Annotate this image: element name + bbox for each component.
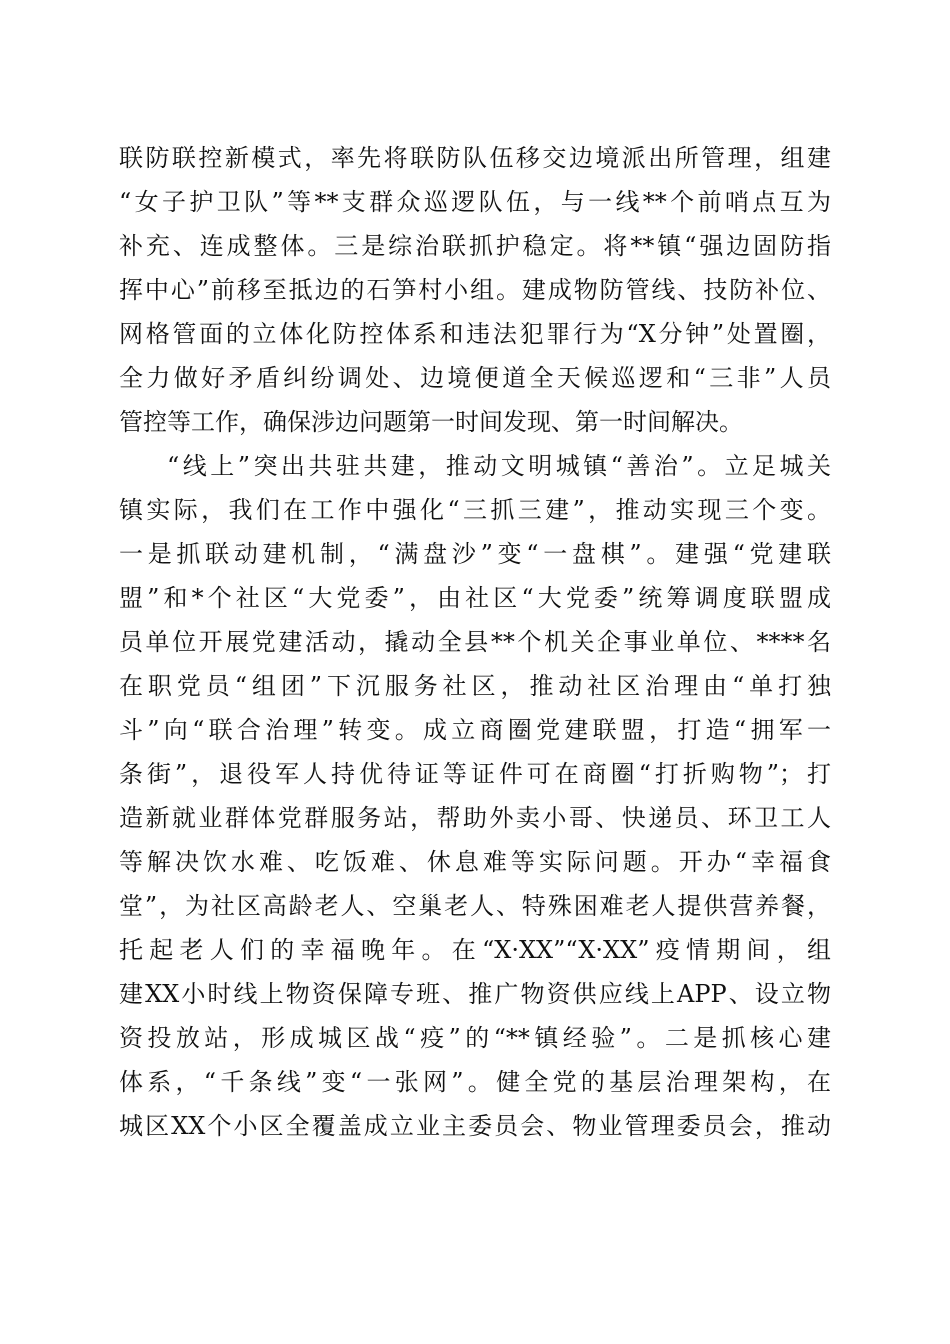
text-line-19: 托起老人们的幸福晚年。在“X·XX”“X·XX”疫情期间，组 [119, 936, 831, 964]
text-line-15: 条街”，退役军人持优待证等证件可在商圈“打折购物”；打 [119, 760, 831, 788]
text-line-16: 造新就业群体党群服务站，帮助外卖小哥、快递员、环卫工人 [119, 804, 831, 832]
text-line-22: 体系，“千条线”变“一张网”。健全党的基层治理架构，在 [119, 1068, 831, 1096]
text-line-14: 斗”向“联合治理”转变。成立商圈党建联盟，打造“拥军一 [119, 716, 831, 744]
text-line-2: “女子护卫队”等**支群众巡逻队伍，与一线**个前哨点互为 [119, 188, 831, 216]
text-line-6: 全力做好矛盾纠纷调处、边境便道全天候巡逻和“三非”人员 [119, 364, 831, 392]
text-line-3: 补充、连成整体。三是综治联抓护稳定。将**镇“强边固防指 [119, 232, 831, 260]
text-line-1: 联防联控新模式，率先将联防队伍移交边境派出所管理，组建 [119, 144, 831, 172]
text-line-4: 挥中心”前移至抵边的石笋村小组。建成物防管线、技防补位、 [119, 276, 831, 304]
text-line-20: 建XX小时线上物资保障专班、推广物资供应线上APP、设立物 [119, 980, 831, 1008]
text-line-10: 一是抓联动建机制，“满盘沙”变“一盘棋”。建强“党建联 [119, 540, 831, 568]
text-line-18: 堂”，为社区高龄老人、空巢老人、特殊困难老人提供营养餐， [119, 892, 831, 920]
text-line-23: 城区XX个小区全覆盖成立业主委员会、物业管理委员会，推动 [119, 1112, 831, 1140]
text-line-13: 在职党员“组团”下沉服务社区，推动社区治理由“单打独 [119, 672, 831, 700]
text-line-17: 等解决饮水难、吃饭难、休息难等实际问题。开办“幸福食 [119, 848, 831, 876]
text-line-8: “线上”突出共驻共建，推动文明城镇“善治”。立足城关 [167, 452, 831, 480]
text-line-5: 网格管面的立体化防控体系和违法犯罪行为“X分钟”处置圈， [119, 320, 831, 348]
text-line-11: 盟”和*个社区“大党委”，由社区“大党委”统筹调度联盟成 [119, 584, 831, 612]
text-line-9: 镇实际，我们在工作中强化“三抓三建”，推动实现三个变。 [119, 496, 831, 524]
text-line-21: 资投放站，形成城区战“疫”的“**镇经验”。二是抓核心建 [119, 1024, 831, 1052]
text-line-7: 管控等工作，确保涉边问题第一时间发现、第一时间解决。 [119, 408, 743, 436]
text-line-12: 员单位开展党建活动，撬动全县**个机关企事业单位、****名 [119, 628, 831, 656]
